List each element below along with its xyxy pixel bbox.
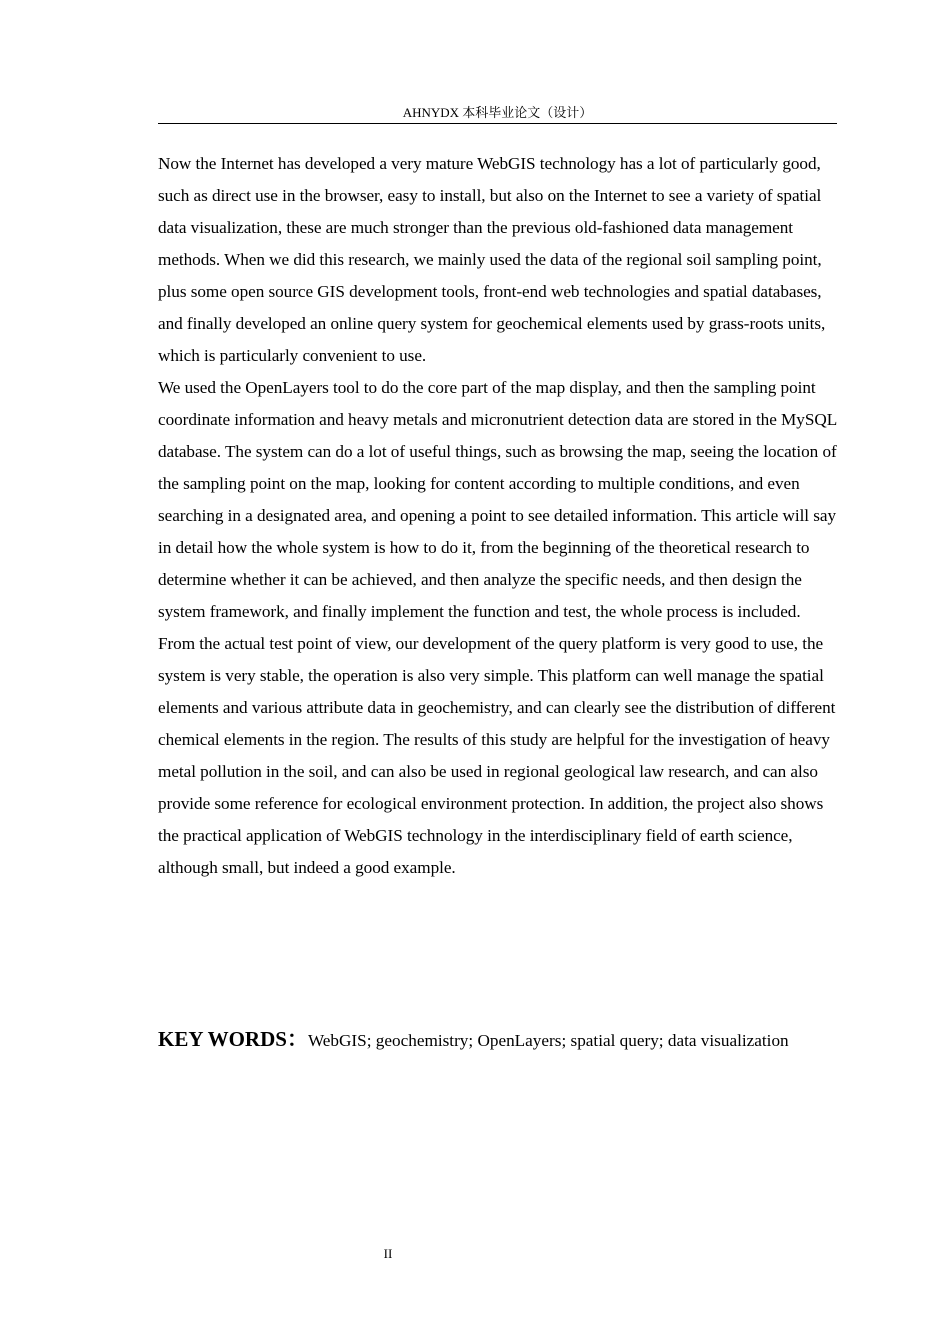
abstract-paragraph-3: From the actual test point of view, our development of the query platform is very good to use, the system is very stable, the operation is also very simple. This platform can well manage the spatial elements and various attribute data in geochemistry, and can clearly see the distribution of different chemical elements in the region. The results of this study are helpful for the investigation of heavy metal pollution in the soil, and can also be used in regional geological law research, and can also provide some reference for ecological environment protection. In addition, the project also shows the practical application of WebGIS technology in the interdisciplinary field of earth science, although small, but indeed a good example. [158, 634, 836, 877]
keywords-separator: ： [286, 1027, 308, 1051]
abstract-paragraph-2: We used the OpenLayers tool to do the core part of the map display, and then the sampling point coordinate information and heavy metals and micronutrient detection data are stored in the MySQL database. The system can do a lot of useful things, such as browsing the map, seeing the location of the sampling point on the map, looking for content according to multiple conditions, and even searching in a designated area, and opening a point to see detailed information. This article will say in detail how the whole system is how to do it, from the beginning of the theoretical research to determine whether it can be achieved, and then analyze the specific needs, and then design the system framework, and finally implement the function and test, the whole process is included. [158, 378, 837, 621]
header-title: AHNYDX 本科毕业论文（设计） [402, 105, 593, 120]
keywords-block [158, 1028, 838, 1052]
page-number: II [383, 1246, 393, 1261]
keywords-label: KEY WORDS [158, 1027, 287, 1051]
keywords-text: WebGIS; geochemistry; OpenLayers; spatial query; data visualization [307, 1031, 789, 1050]
abstract-body [158, 148, 838, 884]
abstract-paragraph-1: Now the Internet has developed a very mature WebGIS technology has a lot of particularly good, such as direct use in the browser, easy to install, but also on the Internet to see a variety of spatial data visualization, these are much stronger than the previous old-fashioned data management methods. When we did this research, we mainly used the data of the regional soil sampling point, plus some open source GIS development tools, front-end web technologies and spatial databases, and finally developed an online query system for geochemical elements used by grass-roots units, which is particularly convenient to use. [158, 154, 826, 365]
page-header [158, 104, 837, 124]
